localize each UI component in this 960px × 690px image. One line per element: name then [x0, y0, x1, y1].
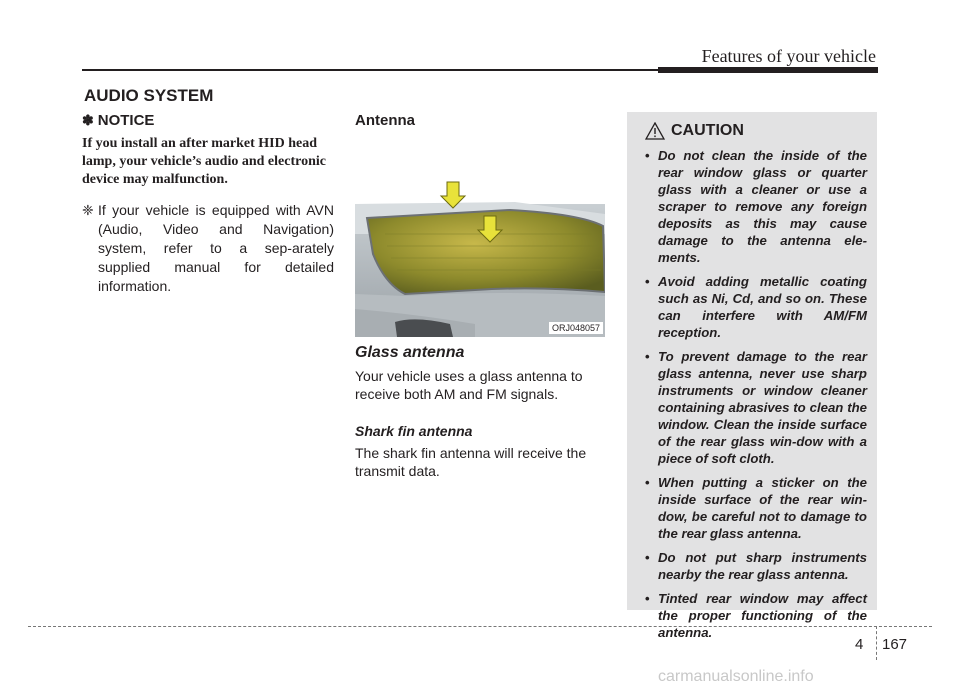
- section-title: AUDIO SYSTEM: [84, 86, 214, 105]
- shark-fin-heading: Shark fin antenna: [355, 423, 473, 439]
- warning-triangle-icon: [645, 122, 665, 140]
- caution-box: [627, 112, 877, 640]
- notice-heading: [82, 112, 334, 129]
- caution-item: • Tinted rear window may affect the proper functioning of the antenna.: [641, 590, 867, 641]
- notice-mark-icon: ✽: [82, 112, 94, 128]
- notice-column: [82, 112, 334, 296]
- footer-divider: [876, 626, 877, 660]
- watermark-link[interactable]: carmanualsonline.info: [658, 668, 814, 685]
- footer-rule: [28, 626, 932, 627]
- antenna-heading: Antenna: [355, 112, 415, 129]
- notice-bullet-icon: ❈: [82, 202, 94, 218]
- header-title: Features of your vehicle: [701, 46, 876, 66]
- header-rule: [82, 69, 658, 71]
- shark-fin-text: The shark fin antenna will receive the transmit data.: [355, 445, 587, 479]
- page-number: 167: [882, 636, 908, 653]
- caution-header: [645, 122, 867, 140]
- notice-text: If you install an after market HID head lamp, your vehicle’s audio and electronic device may malfunction.: [82, 136, 326, 187]
- glass-antenna-text: Your vehicle uses a glass antenna to receive both AM and FM signals.: [355, 368, 583, 402]
- chapter-number: 4: [855, 636, 864, 653]
- caution-item: • To prevent damage to the rear glass antenna, never use sharp instruments or window cleaner containing abrasives to clean the window. Clean the inside surface of the rear glass win-dow with a piece of soft cloth.: [641, 348, 867, 467]
- caution-title: CAUTION: [671, 122, 744, 139]
- notice-title: NOTICE: [97, 112, 155, 129]
- notice-item: [82, 201, 334, 296]
- caution-item: • Avoid adding metallic coating such as Ni, Cd, and so on. These can interfere with AM/FM reception.: [641, 273, 867, 341]
- caution-item: • When putting a sticker on the inside surface of the rear win-dow, be careful not to damage to the rear glass antenna.: [641, 474, 867, 542]
- rear-window-figure: [355, 174, 605, 337]
- rear-window-illustration: [355, 174, 605, 337]
- figure-code: ORJ048057: [549, 322, 603, 334]
- caution-item: • Do not put sharp instruments nearby the rear glass antenna.: [641, 549, 867, 583]
- caution-list: [641, 147, 867, 641]
- antenna-column: [355, 112, 607, 479]
- glass-antenna-heading: Glass antenna: [355, 344, 465, 361]
- caution-item: • Do not clean the inside of the rear window glass or quarter glass with a cleaner or use a scraper to remove any foreign deposits as this may cause damage to the antenna ele-ments.: [641, 147, 867, 266]
- header-bar: [658, 67, 878, 73]
- notice-item-text: If your vehicle is equipped with AVN (Audio, Video and Navigation) system, refer to a sep-arately supplied manual for detailed information.: [98, 202, 334, 294]
